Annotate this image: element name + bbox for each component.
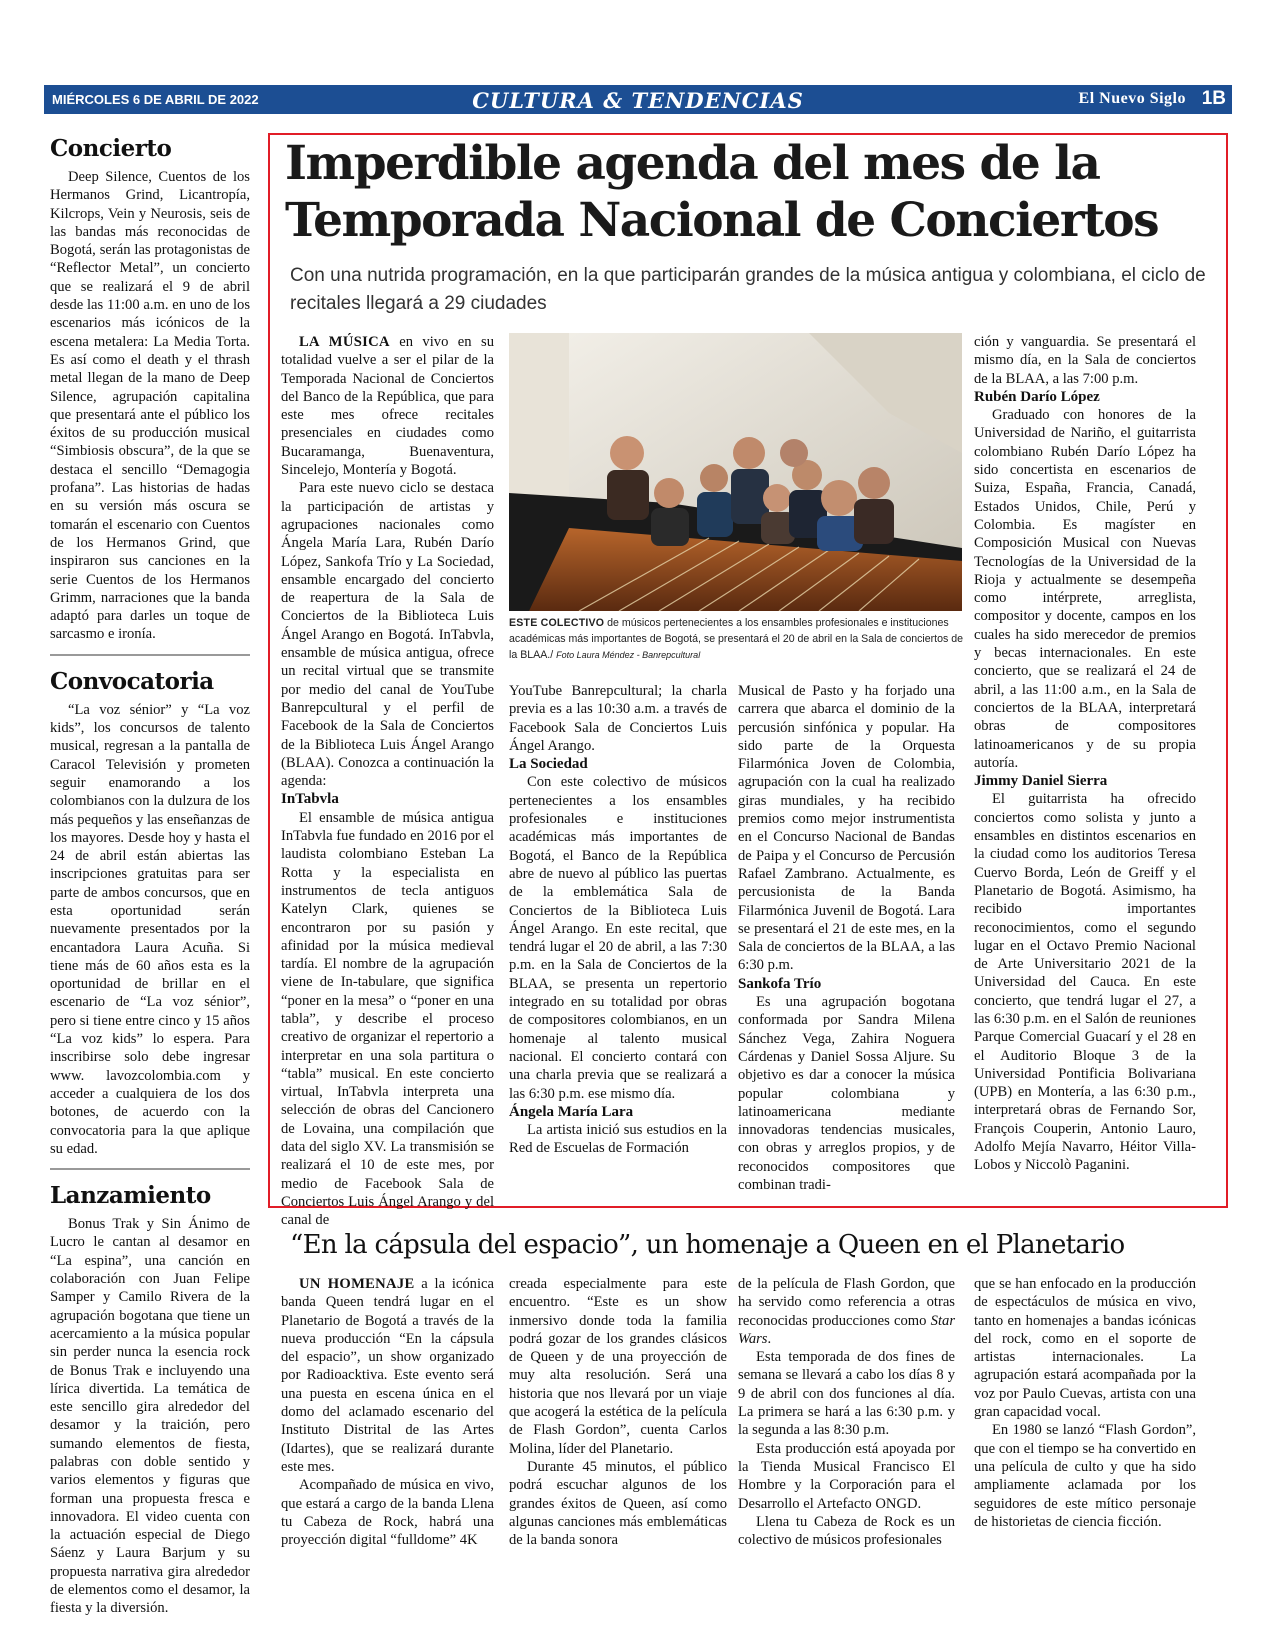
second-article-col-4	[974, 1275, 1196, 1531]
main-deck: Con una nutrida programación, en la que participarán grandes de la música antigua y colombiana, el ciclo de recitales llegará a 29 ciudades	[290, 265, 1206, 314]
main-headline: Imperdible agenda del mes de la Temporada Nacional de Conciertos	[285, 136, 1159, 248]
paragraph: ción y vanguardia. Se presentará el mismo día, en la Sala de conciertos de la BLAA, a las 7:00 p.m.	[974, 334, 1196, 387]
sidebar-title-concierto: Concierto	[50, 135, 172, 162]
paragraph: Esta producción está apoyada por la Tienda Musical Francisco El Hombre y la Corporación para el Desarrollo el Artefacto ONGD.	[738, 1440, 955, 1512]
caption-lead: ESTE COLECTIVO	[509, 617, 605, 629]
subheading-la-sociedad: La Sociedad	[509, 756, 588, 773]
second-article-col-3	[738, 1275, 955, 1549]
paragraph: en vivo en su totalidad vuelve a ser el pilar de la Temporada Nacional de Conciertos del Banco de la República, que para este mes ofrece recitales presenciales en ciudades como Bucaramanga, Buenaventura, Sincelejo, Montería y Bogotá.	[281, 334, 494, 479]
main-article-col-4	[974, 333, 1196, 1175]
main-article-col-3	[738, 682, 955, 1194]
paragraph: Para este nuevo ciclo se destaca la participación de artistas y agrupaciones nacionales como Ángela María Lara, Rubén Darío López, Sankofa Trío y La Sociedad, ensamble encargado del concierto de reapertura de la Sala de Conciertos de la Biblioteca Luis Ángel Arango en Bogotá. InTabvla, ensamble de música antigua, ofrece un recital virtual que se transmite por medio del canal de YouTube Banrepcultural y el perfil de Facebook de la Sala de Conciertos de la Biblioteca Luis Ángel Arango (BLAA). Conozca a continuación la agenda:	[281, 480, 494, 790]
paragraph: Es una agrupación bogotana conformada por Sandra Milena Sánchez Vega, Zahira Noguera Cárdenas y Daniel Sossa Aljure. Su objetivo es dar a conocer la música popular colombiana y latinoamericana mediante innovadoras tendencias musicales, con obras y arreglos propios, y de reconocidos compositores que combinan tradi-	[738, 994, 955, 1194]
photo-credit: Foto Laura Méndez - Banrepcultural	[556, 650, 701, 660]
subheading-jimmy-daniel-sierra: Jimmy Daniel Sierra	[974, 773, 1108, 790]
sidebar-title-convocatoria: Convocatoria	[50, 667, 214, 695]
paragraph: Llena tu Cabeza de Rock es un colectivo de músicos profesionales	[738, 1513, 955, 1549]
paragraph: YouTube Banrepcultural; la charla previa es a las 10:30 a.m. a través de Facebook Sala de Conciertos Luis Ángel Arango.	[509, 683, 727, 754]
sidebar-title-lanzamiento: Lanzamiento	[50, 1182, 211, 1210]
paragraph: Esta temporada de dos fines de semana se llevará a cabo los días 8 y 9 de abril con dos funciones al día. La primera se hará a las 6:30 p.m. y la segunda a las 8:30 p.m.	[738, 1349, 955, 1439]
section-title: CULTURA & TENDENCIAS	[472, 88, 804, 113]
paragraph: Graduado con honores de la Universidad de Nariño, el guitarrista colombiano Rubén Darío López ha sido concertista en escenarios de Suiza, España, Francia, Canadá, Estados Unidos, Chile, Perú y Colombia. Es magíster en Composición Musical con Nuevas Tecnologías de la Universidad de la Rioja y actualmente se desempeña como intérprete, arreglista, compositor y docente, campos en los cuales ha sido merecedor de premios y becas internacionales. En este concierto, que se realizará el 24 de abril, a las 11:00 a.m., en la Sala de conciertos de la BLAA, interpretará obras de compositores latinoamericanos y de su propia autoría.	[974, 407, 1196, 771]
punctuation: .	[767, 1330, 772, 1347]
film-title: Star Wars	[738, 1312, 955, 1347]
paragraph: La artista inició sus estudios en la Red de Escuelas de Formación	[509, 1122, 727, 1157]
divider	[50, 1168, 250, 1170]
paragraph: de la película de Flash Gordon, que ha servido como referencia a otras reconocidas producciones como	[738, 1276, 955, 1329]
musicians-photo	[509, 333, 962, 611]
caption-text: de músicos pertenecientes a los ensambles profesionales e instituciones académicas más importantes de Bogotá, se presentará el 20 de abril en la Sala de conciertos de la BLAA./	[509, 617, 964, 661]
second-article-col-1	[281, 1275, 494, 1549]
newspaper-brand: El Nuevo Siglo	[1078, 90, 1186, 107]
subheading-sankofa-trio: Sankofa Trío	[738, 975, 822, 992]
issue-date: MIÉRCOLES 6 DE ABRIL DE 2022	[52, 92, 259, 107]
main-article-col-2	[509, 682, 727, 1158]
paragraph: En 1980 se lanzó “Flash Gordon”, que con el tiempo se ha convertido en una película de culto y que ha sido ampliamente aclamada por los seguidores de este mítico personaje de historietas de ciencia ficción.	[974, 1422, 1196, 1530]
paragraph: El guitarrista ha ofrecido conciertos como solista y junto a ensambles en distintos escenarios en la ciudad como los auditorios Teresa Cuervo Borda, León de Greiff y el Planetario de Bogotá. Asimismo, ha recibido importantes reconocimientos, como el segundo lugar en el Octavo Premio Nacional de Arte Universitario 2021 de la Universidad del Cauca. En este concierto, que tendrá lugar el 27, a las 6:30 p.m. en el Salón de reuniones Parque Comercial Guacarí y el 28 en el Auditorio Bloque 3 de la Universidad Pontificia Bolivariana (UPB) en Montería, a las 6:30 p.m., interpretará obras de Fernando Sor, François Couperin, Antonio Lauro, Adolfo Mejía Navarro, Héitor Villa-Lobos y Niccolò Paganini.	[974, 791, 1196, 1174]
subheading-intabvla: InTabvla	[281, 791, 339, 808]
photo-caption	[509, 615, 964, 663]
page-number: 1B	[1201, 88, 1226, 109]
paragraph: que se han enfocado en la producción de espectáculos de música en vivo, tanto en homenajes a bandas icónicas del rock, como en el soporte de artistas internacionales. La agrupación estará acompañada por la voz por Paulo Cuevas, artista con una gran capacidad vocal.	[974, 1276, 1196, 1421]
lead-in: UN HOMENAJE	[299, 1276, 415, 1292]
paragraph: a la icónica banda Queen tendrá lugar en el Planetario de Bogotá a través de la nueva producción “En la cápsula del espacio”, un show organizado por Radioacktiva. Este evento será una puesta en escena única en el domo del aclamado escenario del Instituto Distrital de las Artes (Idartes), que se realizará durante este mes.	[281, 1276, 494, 1475]
page-header-bar	[44, 85, 1232, 114]
paragraph: Acompañado de música en vivo, que estará a cargo de la banda Llena tu Cabeza de Rock, habrá una proyección digital “fulldome” 4K	[281, 1477, 494, 1549]
sidebar-text-lanzamiento: Bonus Trak y Sin Ánimo de Lucro le cantan al desamor en “La espina”, una canción en colaboración con Juan Felipe Samper y Camilo Rivera de la agrupación bogotana que tiene un acercamiento a la música popular sin perder nunca la esencia rock de Bonus Trak e incluyendo una lírica divertida. La temática de este sencillo gira alrededor del desamor y la traición, pero sumando elementos de fiesta, palabras con doble sentido y varios elementos y figuras que forman una propuesta fresca e innovadora. El video cuenta con la actuación especial de Diego Sáenz y Laura Barjum y su propuesta narrativa gira alrededor de elementos como el desamor, la fiesta y la diversión.	[50, 1216, 250, 1617]
main-article-col-1	[281, 333, 494, 1230]
paragraph: El ensamble de música antigua InTabvla fue fundado en 2016 por el laudista colombiano Esteban La Rotta y la especialista en instrumentos de tecla antiguos Katelyn Clark, quienes se encontraron por su pasión y afinidad por la música medieval tardía. El nombre de la agrupación viene de In-tabulare, que significa “poner en la mesa” o “poner en una tabla”, y describe el proceso creativo de organizar el repertorio a interpretar en una sola partitura o “tabla” musical. En este concierto virtual, InTabvla interpreta una selección de obras del Cancionero de Lovaina, una compilación que data del siglo XV. La transmisión se realizará el 10 de este mes, por medio de Facebook Sala de Conciertos Luis Ángel Arango y del canal de	[281, 809, 494, 1229]
photo-illustration	[509, 333, 962, 611]
second-article-col-2	[509, 1275, 727, 1549]
lead-in: LA MÚSICA	[299, 334, 390, 350]
subheading-ruben-dario-lopez: Rubén Darío López	[974, 388, 1100, 405]
subheading-angela-maria-lara: Ángela María Lara	[509, 1103, 634, 1120]
sidebar-text-concierto: Deep Silence, Cuentos de los Hermanos Grind, Licantropía, Kilcrops, Vein y Neurosis, seis de las bandas más reconocidas de Bogotá, serán las protagonistas de “Reflector Metal”, un concierto que se realizará el 9 de abril desde las 11:00 a.m. en uno de los escenarios más icónicos de la escena metalera: La Media Torta. Es así como el death y el thrash metal llegan de la mano de Deep Silence, agrupación capitalina que presentará ante el público los éxitos de su producción musical “Simbiosis obscura”, de la que se destaca el sencillo “Demagogia profana”. Las historias de hadas en su versión más oscura se tomarán el escenario con Cuentos de los Hermanos Grind, que inspiraron sus canciones en la serie Cuentos de los Hermanos Grimm, narraciones que la banda adaptó para darles un toque de sarcasmo e ironía.	[50, 169, 250, 643]
paragraph: creada especialmente para este encuentro. “Este es un show inmersivo donde toda la familia podrá gozar de los grandes clásicos de Queen y de una proyección de muy alta resolución. Será una historia que nos llevará por un viaje que acogerá la estética de la película de Flash Gordon”, cuenta Carlos Molina, líder del Planetario.	[509, 1276, 727, 1457]
paragraph: Musical de Pasto y ha forjado una carrera que abarca el dominio de la percusión sinfónica y popular. Ha sido parte de la Orquesta Filarmónica Joven de Colombia, agrupación con la cual ha realizado giras mundiales, y ha recibido premios como mejor instrumentista en el Concurso Nacional de Bandas de Paipa y el Concurso de Percusión Rafael Zambrano. Actualmente, es percusionista de la Banda Filarmónica Juvenil de Bogotá. Lara se presentará el 21 de este mes, en la Sala de conciertos de la BLAA, a las 6:30 p.m.	[738, 683, 955, 974]
sidebar	[50, 135, 250, 1618]
paragraph: Con este colectivo de músicos pertenecientes a los ensambles profesionales e instituciones académicas más importantes de Bogotá, el Banco de la República abre de nuevo al público las puertas de la emblemática Sala de Conciertos de la Biblioteca Luis Ángel Arango. En este recital, que tendrá lugar el 20 de abril, a las 7:30 p.m. en la Sala de Conciertos de la BLAA, se presenta un repertorio integrado en su totalidad por obras de compositores colombianos, en un homenaje al talento musical nacional. El concierto contará con una charla previa que se realizará a las 6:30 p.m. ese mismo día.	[509, 774, 727, 1102]
divider	[50, 654, 250, 656]
paragraph: Durante 45 minutos, el público podrá escuchar algunos de los grandes éxitos de Queen, así como algunas canciones más emblemáticas de la banda sonora	[509, 1458, 727, 1549]
sidebar-text-convocatoria: “La voz sénior” y “La voz kids”, los concursos de talento musical, regresan a la pantalla de Caracol Televisión y prometen seguir enamorando a los colombianos con la dulzura de los más pequeños y las enseñanzas de los mayores. Desde hoy y hasta el 24 de abril están abiertas las inscripciones gratuitas para ser parte de ambos concursos, que en esta oportunidad serán nuevamente presentados por la encantadora Laura Acuña. Si tiene más de 60 años esta es la oportunidad de brillar en el escenario de “La voz sénior”, pero si tiene entre cinco y 15 años “La voz kids” lo espera. Para inscribirse solo debe ingresar www. lavozcolombia.com y acceder a cualquiera de los dos botones, de acuerdo con la convocatoria para la que aplique su edad.	[50, 701, 250, 1157]
second-headline: “En la cápsula del espacio”, un homenaje a Queen en el Planetario	[290, 1230, 1125, 1260]
